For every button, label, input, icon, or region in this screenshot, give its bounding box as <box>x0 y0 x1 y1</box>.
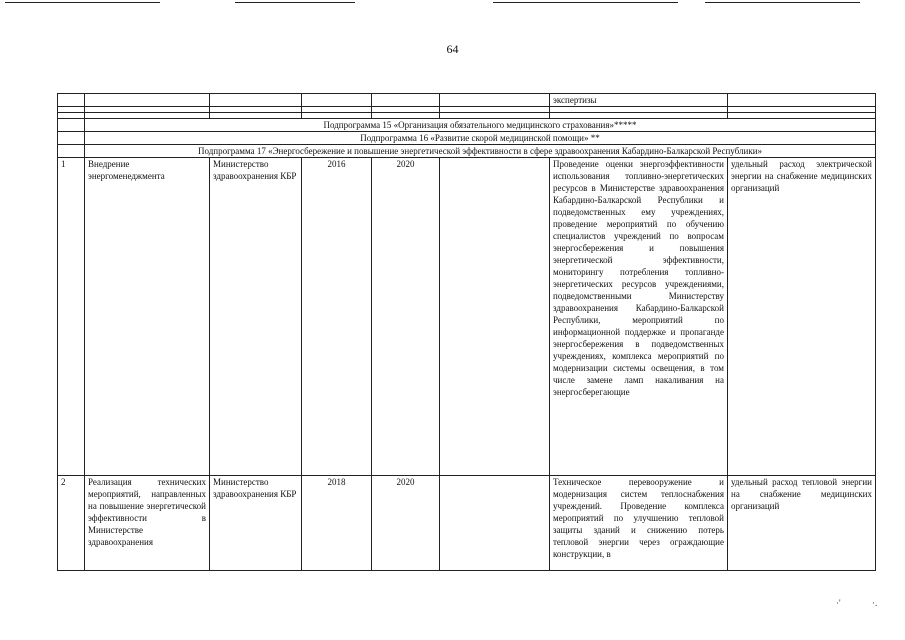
end-year: 2020 <box>372 476 440 571</box>
start-year: 2016 <box>302 158 372 476</box>
measure-name: Реализация технических мероприятий, направленных на повышение энергетической эффективности в Министерстве здравоохранения <box>85 476 210 571</box>
start-year: 2018 <box>302 476 372 571</box>
subprogram-row <box>58 145 876 158</box>
executor: Министерство здравоохранения КБР <box>210 476 302 571</box>
scan-line-2 <box>235 2 355 3</box>
indicator: удельный расход тепловой энергии на снабжение медицинских организаций <box>728 476 876 571</box>
measure-description: Техническое перевооружение и модернизация систем теплоснабжения учреждений. Проведение комплекса мероприятий по улучшению тепловой защиты зданий и снижению потерь тепловой энергии через ограждающие конструкции, в <box>550 476 728 571</box>
indicator: удельный расход электрической энергии на снабжение медицинских организаций <box>728 158 876 476</box>
end-year: 2020 <box>372 158 440 476</box>
extra-cell <box>440 158 550 476</box>
description-cell: экспертизы <box>550 94 728 107</box>
page-number: 64 <box>446 42 459 56</box>
scan-speck: ·. <box>872 598 878 608</box>
row-number: 1 <box>58 158 85 476</box>
scan-line-4 <box>705 2 860 3</box>
subprogram-row <box>58 132 876 145</box>
subprogram-title: Подпрограмма 17 «Энергосбережение и повышение энергетической эффективности в сфере здравоохранения Кабардино-Балкарской Республики» <box>85 145 876 158</box>
subprogram-row <box>58 119 876 132</box>
table-row <box>58 94 876 107</box>
subprogram-title: Подпрограмма 15 «Организация обязательного медицинского страхования»***** <box>85 119 876 132</box>
table-row <box>58 476 876 571</box>
table-row <box>58 158 876 476</box>
measure-description: Проведение оценки энергоэффективности использования топливно-энергетических ресурсов в Министерстве здравоохранения Кабардино-Балкарской Республики и подведомственных ему учреждениях, проведение мероприятий по обучению специалистов учреждений по вопросам энергосбережения и повышения энергетической эффективности, мониторингу потребления топливно-энергетических ресурсов учреждениями, подведомственными Министерству здравоохранения Кабардино-Балкарской Республики, мероприятий по информационной поддержке и пропаганде энергосбережения в подведомственных учреждениях, комплекса мероприятий по модернизации системы освещения, в том числе замене ламп накаливания на энергосберегающие <box>550 158 728 476</box>
scan-line-1 <box>5 2 160 3</box>
measure-name: Внедрение энергоменеджмента <box>85 158 210 476</box>
program-table <box>57 93 876 571</box>
executor: Министерство здравоохранения КБР <box>210 158 302 476</box>
row-number: 2 <box>58 476 85 571</box>
subprogram-title: Подпрограмма 16 «Развитие скорой медицинской помощи» ** <box>85 132 876 145</box>
extra-cell <box>440 476 550 571</box>
scan-speck: ·' <box>836 598 841 608</box>
scan-line-3 <box>493 2 678 3</box>
